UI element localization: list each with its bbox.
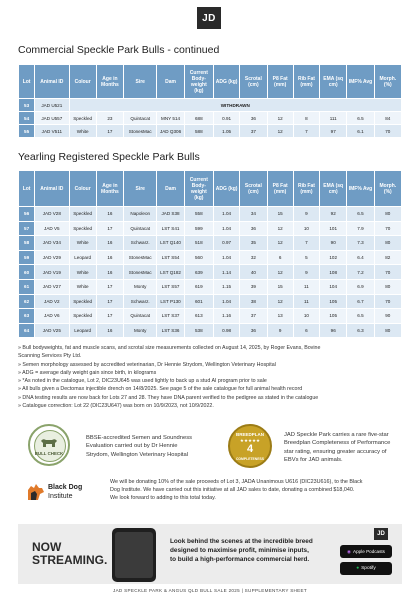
table-cell-morph: 70 [374, 265, 401, 280]
table-cell-id: JAD U557 [35, 112, 69, 125]
table-cell-lot: 54 [19, 112, 35, 125]
column-header: Current Body-weight (kg) [184, 65, 213, 99]
bull-check-label: BULL CHECK [34, 451, 64, 456]
table-cell-scrotal: 38 [240, 294, 267, 309]
table-row [19, 221, 402, 236]
table-cell-sire: Quintacat [124, 309, 157, 324]
table-cell-morph: 80 [374, 279, 401, 294]
notes-list [18, 344, 406, 410]
table-cell-dam: JAD Q306 [157, 125, 184, 138]
table-cell-id: JAD V2 [35, 294, 69, 309]
table-cell-scrotal: 36 [240, 221, 267, 236]
yearling-table [18, 170, 402, 338]
note-item: » All bulls given a Dectomax injectible drench on 14/8/2025. See page 5 of the sale catalogue for full animal health record [18, 386, 303, 393]
note-item: » *As noted in the catalogue, Lot 2, DIC23U645 was used lightly to back up a stud AI program prior to sale [18, 378, 267, 385]
table-cell-ema: 101 [320, 221, 347, 236]
table-cell-rib: 11 [293, 294, 319, 309]
table-cell-id: JAD V19 [35, 265, 69, 280]
column-header: P8 Fat (mm) [267, 65, 293, 99]
table-row [19, 265, 402, 280]
table-cell-lot: 60 [19, 265, 35, 280]
table-cell-rib: 5 [293, 250, 319, 265]
table-cell-colour: White [69, 279, 96, 294]
table-cell-p8: 12 [267, 125, 293, 138]
table-cell-imf: 6.7 [347, 294, 374, 309]
table-cell-colour: Leopard [69, 323, 96, 338]
table-cell-ema: 104 [320, 279, 347, 294]
table-cell-colour: White [69, 125, 96, 138]
spotify-label: Spotify [361, 566, 376, 571]
table-cell-scrotal: 36 [240, 112, 267, 125]
column-header: Scrotal (cm) [240, 65, 267, 99]
table-cell-bw: 613 [184, 309, 213, 324]
bbse-line: BBSE-accredited Semen and Soundness [86, 435, 193, 441]
table-row [19, 323, 402, 338]
table-row [19, 236, 402, 251]
table-row [19, 279, 402, 294]
breedplan-line: JAD Speckle Park carries a rare five-star [284, 432, 389, 438]
table-cell-adg: 0.97 [213, 236, 239, 251]
table-cell-morph: 84 [374, 112, 401, 125]
table-cell-p8: 12 [267, 236, 293, 251]
table-cell-colour: Speckled [69, 294, 96, 309]
table-cell-bw: 538 [184, 323, 213, 338]
table-cell-morph: 80 [374, 323, 401, 338]
column-header: Lot [19, 171, 35, 207]
table-cell-sire: Quintacat [124, 221, 157, 236]
banner-heading-2: STREAMING. [32, 553, 108, 567]
apple-podcasts-button[interactable] [340, 545, 392, 558]
column-header: Lot [19, 65, 35, 99]
table-cell-rib: 7 [293, 236, 319, 251]
black-dog-logo [26, 480, 96, 510]
table-cell-lot: 57 [19, 221, 35, 236]
table-cell-dam: JAD S38 [157, 207, 184, 222]
commercial-heading: Commercial Speckle Park Bulls - continued [18, 44, 220, 56]
table-cell-adg: 1.04 [213, 221, 239, 236]
black-dog-institute: Institute [48, 493, 73, 500]
bull-icon [39, 437, 59, 449]
breedplan-line: Breedplan Completeness of Performance [284, 440, 391, 447]
column-header: ADG (kg) [213, 65, 239, 99]
table-cell-imf: 7.3 [347, 236, 374, 251]
table-cell-p8: 12 [267, 265, 293, 280]
commercial-header-row [19, 65, 402, 99]
table-cell-p8: 15 [267, 279, 293, 294]
breedplan-badge [228, 424, 272, 468]
table-cell-age: 17 [96, 309, 123, 324]
column-header: ADG (kg) [213, 171, 239, 207]
jd-small-logo: JD [374, 528, 388, 540]
breedplan-stars: ★★★★★ [239, 438, 261, 443]
table-cell-dam: LST S41 [157, 221, 184, 236]
table-cell-lot: 62 [19, 294, 35, 309]
table-cell-lot: 55 [19, 125, 35, 138]
table-cell-morph: 70 [374, 294, 401, 309]
table-cell-age: 16 [96, 265, 123, 280]
table-cell-morph: 80 [374, 207, 401, 222]
table-cell-sire: Monty [124, 279, 157, 294]
table-cell-ema: 102 [320, 250, 347, 265]
table-cell-morph: 70 [374, 221, 401, 236]
table-cell-sire: Schwarz. [124, 294, 157, 309]
table-cell-age: 17 [96, 125, 123, 138]
bull-check-badge [28, 424, 70, 466]
table-cell-age: 17 [96, 221, 123, 236]
yearling-heading: Yearling Registered Speckle Park Bulls [18, 151, 200, 163]
note-item: » Bull bodyweights, fat and muscle scans, and scrotal size measurements collected on August 14, 2025, by Roger Evans, Bovine [18, 345, 321, 351]
column-header: Colour [69, 65, 96, 99]
breedplan-text [284, 431, 409, 465]
table-row [19, 250, 402, 265]
column-header: EMA (sq cm) [320, 171, 347, 207]
spotify-button[interactable] [340, 562, 392, 575]
table-cell-p8: 12 [267, 112, 293, 125]
bbse-line: Strydom, Wellington Veterinary Hospital [86, 451, 189, 458]
table-cell-imf: 6.5 [347, 112, 374, 125]
phone-mockup [112, 528, 156, 582]
banner-copy [170, 537, 313, 564]
table-cell-sire: Quintacat [124, 112, 157, 125]
table-cell-id: JAD V6 [35, 309, 69, 324]
table-cell-scrotal: 37 [240, 125, 267, 138]
column-header: Morph. (%) [374, 65, 401, 99]
column-header: Sire [124, 171, 157, 207]
table-cell-morph: 70 [374, 125, 401, 138]
column-header: Dam [157, 171, 184, 207]
table-cell-rib: 6 [293, 323, 319, 338]
table-row [19, 125, 402, 138]
table-cell-rib: 10 [293, 221, 319, 236]
breedplan-line: EBVs for JAD animals. [284, 457, 343, 464]
breedplan-badge-mid: 4 [246, 443, 254, 455]
table-cell-scrotal: 39 [240, 279, 267, 294]
table-cell-rib: 9 [293, 207, 319, 222]
table-cell-scrotal: 36 [240, 323, 267, 338]
table-cell-bw: 588 [184, 125, 213, 138]
table-cell-adg: 1.14 [213, 265, 239, 280]
table-cell-id: JAD V27 [35, 279, 69, 294]
column-header: Age in Months [96, 171, 123, 207]
note-item: » ADG = average daily weight gain since birth, in kilograms [18, 369, 157, 376]
podcast-banner[interactable] [18, 524, 402, 584]
commercial-table [18, 64, 402, 138]
table-cell-age: 16 [96, 207, 123, 222]
jad-logo: JD [197, 7, 221, 29]
table-cell-age: 16 [96, 250, 123, 265]
table-cell-colour: White [69, 236, 96, 251]
table-cell-sire: Monty [124, 323, 157, 338]
table-cell-age: 16 [96, 323, 123, 338]
column-header: Age in Months [96, 65, 123, 99]
table-cell-bw: 688 [184, 112, 213, 125]
table-cell-colour: Speckled [69, 207, 96, 222]
table-cell-rib: 8 [293, 112, 319, 125]
table-cell-morph: 80 [374, 236, 401, 251]
table-cell-id: JAD V511 [35, 125, 69, 138]
withdrawn-label: WITHDRAWN [69, 99, 402, 112]
banner-line: designed to maximise profit, minimise inputs, [170, 547, 309, 554]
banner-line: to build a high-performance commercial herd. [170, 556, 310, 563]
commercial-body [19, 99, 402, 138]
table-cell-p8: 12 [267, 221, 293, 236]
table-cell-bw: 639 [184, 265, 213, 280]
banner-heading-1: NOW [32, 540, 62, 554]
column-header: Rib Fat (mm) [293, 65, 319, 99]
table-cell-ema: 96 [320, 323, 347, 338]
table-cell-rib: 11 [293, 279, 319, 294]
table-cell-p8: 15 [267, 207, 293, 222]
note-item: » Catalogue correction: Lot 22 (DIC23U647) was born on 10/9/2023, not 10/9/2022. [18, 403, 214, 410]
yearling-header-row [19, 171, 402, 207]
table-cell-p8: 13 [267, 309, 293, 324]
table-cell-scrotal: 35 [240, 236, 267, 251]
table-cell-id: JAD V29 [35, 250, 69, 265]
table-cell-colour: Speckled [69, 221, 96, 236]
note-item: » DNA testing results are now back for Lots 27 and 28. They have DNA parent verified to the pedigree as stated in the catalogue [18, 394, 319, 401]
table-cell-id: JAD U521 [35, 99, 69, 112]
table-cell-imf: 6.1 [347, 125, 374, 138]
table-cell-lot: 64 [19, 323, 35, 338]
table-cell-imf: 6.4 [347, 250, 374, 265]
banner-line: Look behind the scenes at the incredible breed [170, 538, 313, 545]
breedplan-badge-bottom: COMPLETENESS [235, 457, 265, 461]
table-cell-dam: LST Q140 [157, 236, 184, 251]
table-cell-scrotal: 34 [240, 207, 267, 222]
podcast-icon: ◉ [347, 548, 352, 554]
table-cell-id: JAD V5 [35, 221, 69, 236]
table-cell-id: JAD V25 [35, 323, 69, 338]
table-cell-adg: 1.04 [213, 250, 239, 265]
table-cell-ema: 97 [320, 125, 347, 138]
header-band [0, 0, 420, 36]
table-cell-colour: Speckled [69, 309, 96, 324]
black-dog-line: We will be donating 10% of the sale proceeds of Lot 3, JADA Unanimous U616 (DIC23U616), to the Black [110, 479, 363, 485]
table-cell-adg: 1.15 [213, 279, 239, 294]
black-dog-line: Dog Institute. We have carried out this initiative at all JAD sales to date, donating a combined $18,040. [110, 487, 355, 494]
table-cell-colour: Leopard [69, 250, 96, 265]
table-cell-rib: 9 [293, 265, 319, 280]
table-cell-id: JAD V28 [35, 207, 69, 222]
table-cell-dam: LST S57 [157, 279, 184, 294]
table-cell-ema: 105 [320, 309, 347, 324]
column-header: Rib Fat (mm) [293, 171, 319, 207]
table-cell-rib: 7 [293, 125, 319, 138]
column-header: Animal ID [35, 171, 69, 207]
footer-text: JAD SPECKLE PARK & ANGUS QLD BULL SALE 2025 | SUPPLEMENTARY SHEET [112, 588, 308, 593]
table-cell-ema: 111 [320, 112, 347, 125]
table-cell-age: 17 [96, 279, 123, 294]
black-dog-line: We look forward to adding to this total today. [110, 495, 216, 502]
table-cell-ema: 92 [320, 207, 347, 222]
table-row [19, 309, 402, 324]
breedplan-badge-top: BREEDPLAN [235, 432, 264, 437]
column-header: Animal ID [35, 65, 69, 99]
table-cell-sire: StonesMac [124, 250, 157, 265]
dog-icon [26, 482, 46, 502]
table-cell-sire: StonesMac [124, 125, 157, 138]
phone-screen [115, 532, 153, 578]
column-header: IMF% Avg [347, 65, 374, 99]
apple-podcasts-label: Apple Podcasts [353, 549, 385, 554]
table-cell-imf: 6.3 [347, 323, 374, 338]
spotify-icon: ● [356, 566, 360, 571]
table-cell-lot: 63 [19, 309, 35, 324]
column-header: Scrotal (cm) [240, 171, 267, 207]
yearling-body [19, 207, 402, 338]
table-cell-adg: 0.98 [213, 323, 239, 338]
table-cell-dam: LST P130 [157, 294, 184, 309]
table-cell-adg: 1.04 [213, 207, 239, 222]
table-cell-morph: 90 [374, 309, 401, 324]
column-header: Morph. (%) [374, 171, 401, 207]
table-cell-scrotal: 40 [240, 265, 267, 280]
column-header: P8 Fat (mm) [267, 171, 293, 207]
table-cell-dam: LST S54 [157, 250, 184, 265]
table-cell-bw: 599 [184, 221, 213, 236]
table-cell-age: 17 [96, 294, 123, 309]
table-cell-dam: LST S36 [157, 323, 184, 338]
table-cell-scrotal: 32 [240, 250, 267, 265]
table-cell-sire: Napoleon [124, 207, 157, 222]
column-header: Current Body-weight (kg) [184, 171, 213, 207]
table-cell-rib: 10 [293, 309, 319, 324]
column-header: Colour [69, 171, 96, 207]
bbse-line: Evaluation carried out by Dr Hennie [86, 443, 178, 450]
table-cell-dam: MNY 514 [157, 112, 184, 125]
table-cell-p8: 12 [267, 294, 293, 309]
column-header: Sire [124, 65, 157, 99]
table-cell-imf: 7.9 [347, 221, 374, 236]
table-cell-age: 16 [96, 236, 123, 251]
table-cell-scrotal: 37 [240, 309, 267, 324]
table-cell-bw: 518 [184, 236, 213, 251]
table-cell-imf: 6.9 [347, 279, 374, 294]
table-cell-colour: White [69, 265, 96, 280]
column-header: Dam [157, 65, 184, 99]
table-cell-bw: 601 [184, 294, 213, 309]
table-cell-lot: 56 [19, 207, 35, 222]
black-dog-text [110, 478, 410, 503]
table-cell-ema: 105 [320, 294, 347, 309]
table-cell-ema: 108 [320, 265, 347, 280]
table-cell-bw: 558 [184, 207, 213, 222]
table-cell-adg: 1.04 [213, 294, 239, 309]
table-cell-bw: 619 [184, 279, 213, 294]
column-header: EMA (sq cm) [320, 65, 347, 99]
breedplan-line: star rating, ensuring greater accuracy of [284, 448, 387, 455]
table-cell-lot: 58 [19, 236, 35, 251]
table-cell-dam: LST S37 [157, 309, 184, 324]
table-cell-p8: 9 [267, 323, 293, 338]
table-cell-lot: 53 [19, 99, 35, 112]
table-cell-lot: 59 [19, 250, 35, 265]
table-cell-id: JAD V34 [35, 236, 69, 251]
bbse-text [86, 434, 206, 459]
table-cell-imf: 6.5 [347, 309, 374, 324]
table-cell-dam: LST Q182 [157, 265, 184, 280]
note-item: Scanning Services Pty Ltd. [18, 353, 82, 360]
table-cell-morph: 82 [374, 250, 401, 265]
table-cell-imf: 7.2 [347, 265, 374, 280]
table-cell-ema: 90 [320, 236, 347, 251]
table-cell-colour: Speckled [69, 112, 96, 125]
table-cell-sire: StonesMac [124, 265, 157, 280]
column-header: IMF% Avg [347, 171, 374, 207]
table-cell-lot: 61 [19, 279, 35, 294]
table-cell-adg: 1.16 [213, 309, 239, 324]
table-cell-age: 23 [96, 112, 123, 125]
table-row [19, 99, 402, 112]
table-row [19, 112, 402, 125]
black-dog-name: Black Dog [48, 484, 83, 491]
table-row [19, 207, 402, 222]
table-cell-p8: 6 [267, 250, 293, 265]
table-cell-imf: 6.5 [347, 207, 374, 222]
note-item: » Semen morphology assessed by accredited veterinarian, Dr Hennie Strydom, Wellington Veterinary Hospital [18, 361, 276, 368]
table-cell-adg: 1.05 [213, 125, 239, 138]
table-cell-sire: Schwarz. [124, 236, 157, 251]
table-row [19, 294, 402, 309]
table-cell-adg: 0.91 [213, 112, 239, 125]
table-cell-bw: 560 [184, 250, 213, 265]
